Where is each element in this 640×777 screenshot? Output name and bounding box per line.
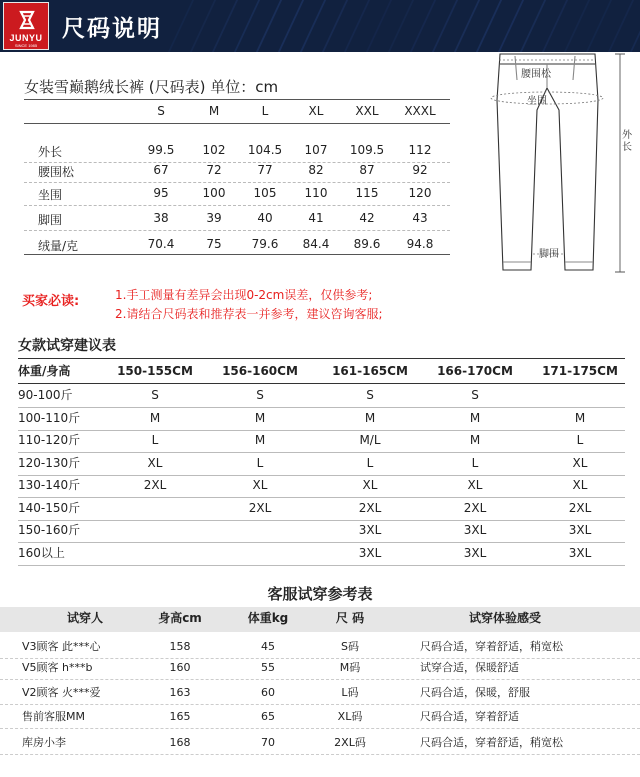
- service-weight: 65: [261, 710, 275, 723]
- size-cell: 70.4: [147, 237, 175, 251]
- size-cell: 94.8: [406, 237, 434, 251]
- size-chart-header-rule: [24, 123, 450, 124]
- header-stripe: [190, 0, 216, 52]
- size-cell: 100: [202, 186, 226, 200]
- rec-cell: M: [469, 433, 481, 447]
- service-title: 客服试穿参考表: [267, 585, 373, 603]
- service-person: 售前客服MM: [22, 710, 85, 723]
- rec-cell: 2XL: [248, 501, 272, 515]
- size-cell: 89.6: [353, 237, 381, 251]
- size-cell: 105: [253, 186, 277, 200]
- service-header-cell: 试穿人: [66, 611, 103, 625]
- header-stripe: [234, 0, 260, 52]
- service-height: 158: [169, 640, 191, 653]
- size-header: S: [157, 104, 165, 118]
- notice-label: 买家必读:: [22, 294, 80, 309]
- service-feel: 试穿合适，保暖舒适: [420, 661, 519, 674]
- rec-weight-label: 160以上: [18, 546, 65, 560]
- rec-weight-label: 130-140斤: [18, 478, 81, 492]
- rec-cell: 2XL: [358, 501, 382, 515]
- service-person: V5顾客 h***b: [22, 661, 93, 674]
- service-weight: 45: [261, 640, 275, 653]
- recommend-title: 女款试穿建议表: [18, 338, 116, 354]
- size-chart-top-rule: [24, 99, 450, 100]
- service-feel: 尺码合适，保暖，舒服: [420, 686, 530, 699]
- brand-name: JUNYU: [9, 33, 43, 43]
- rec-cell: L: [576, 433, 584, 447]
- size-cell: 115: [355, 186, 379, 200]
- rec-corner-label: 体重/身高: [18, 364, 71, 378]
- rec-cell: 3XL: [358, 523, 382, 537]
- length-measure-icon: [615, 54, 625, 272]
- rec-cell: M: [469, 411, 481, 425]
- notice-line-2: 2.请结合尺码表和推荐表一并参考，建议咨询客服;: [115, 307, 383, 321]
- rec-height-header: 161-165CM: [332, 364, 408, 378]
- diagram-hip-label: 坐围: [527, 96, 547, 107]
- size-cell: 77: [257, 163, 273, 177]
- service-row-divider: [0, 728, 640, 729]
- size-cell: 79.6: [251, 237, 279, 251]
- rec-weight-label: 120-130斤: [18, 456, 81, 470]
- rec-cell: M/L: [359, 433, 381, 447]
- size-header: XL: [308, 104, 324, 118]
- rec-height-header: 171-175CM: [542, 364, 618, 378]
- pants-diagram: [455, 40, 640, 290]
- rec-cell: M: [254, 411, 266, 425]
- size-cell: 107: [304, 143, 328, 157]
- rec-cell: L: [471, 456, 479, 470]
- size-cell: 120: [408, 186, 432, 200]
- service-size: L码: [341, 686, 359, 699]
- service-size: 2XL码: [334, 736, 366, 749]
- service-weight: 70: [261, 736, 275, 749]
- service-size: M码: [339, 661, 361, 674]
- service-weight: 60: [261, 686, 275, 699]
- rec-row-divider: [18, 430, 625, 431]
- rec-header-rule: [18, 383, 625, 384]
- rec-weight-label: 150-160斤: [18, 523, 81, 537]
- service-feel: 尺码合适，穿着舒适，稍宽松: [420, 736, 563, 749]
- rec-cell: XL: [362, 478, 378, 492]
- size-cell: 67: [153, 163, 169, 177]
- size-cell: 75: [206, 237, 222, 251]
- rec-cell: L: [256, 456, 264, 470]
- size-cell: 92: [412, 163, 428, 177]
- service-weight: 55: [261, 661, 275, 674]
- rec-cell: M: [254, 433, 266, 447]
- service-header-cell: 身高cm: [158, 611, 202, 625]
- size-row-label: 腰围松: [38, 165, 75, 179]
- header-stripe: [366, 0, 392, 52]
- header-stripe: [388, 0, 414, 52]
- service-feel: 尺码合适，穿着舒适: [420, 710, 519, 723]
- size-cell: 72: [206, 163, 222, 177]
- header-stripe: [410, 0, 436, 52]
- size-cell: 84.4: [302, 237, 330, 251]
- rec-cell: XL: [147, 456, 163, 470]
- rec-cell: 3XL: [463, 546, 487, 560]
- service-person: V3顾客 此***心: [22, 640, 101, 653]
- size-cell: 110: [304, 186, 328, 200]
- header-stripe: [278, 0, 304, 52]
- rec-cell: XL: [467, 478, 483, 492]
- service-header-cell: 尺 码: [335, 611, 365, 625]
- size-row-label: 坐围: [38, 188, 63, 202]
- rec-cell: M: [574, 411, 586, 425]
- size-header: L: [261, 104, 269, 118]
- size-cell: 43: [412, 211, 428, 225]
- service-person: V2顾客 火***爱: [22, 686, 101, 699]
- rec-cell: M: [149, 411, 161, 425]
- size-cell: 99.5: [147, 143, 175, 157]
- size-row-label: 脚围: [38, 213, 63, 227]
- size-chart-title: 女装雪巅鹅绒长裤 (尺码表) 单位：cm: [24, 78, 279, 96]
- rec-cell: S: [366, 388, 374, 402]
- rec-cell: L: [366, 456, 374, 470]
- size-row-divider: [24, 205, 450, 206]
- size-row-divider: [24, 230, 450, 231]
- size-cell: 87: [359, 163, 375, 177]
- size-header: M: [208, 104, 220, 118]
- diagram-hem-label: 脚围: [539, 249, 559, 260]
- rec-cell: L: [151, 433, 159, 447]
- header-stripe: [256, 0, 282, 52]
- rec-cell: 3XL: [358, 546, 382, 560]
- rec-cell: 3XL: [463, 523, 487, 537]
- rec-row-divider: [18, 497, 625, 498]
- rec-cell: M: [364, 411, 376, 425]
- service-height: 165: [169, 710, 191, 723]
- service-header-cell: 体重kg: [247, 611, 289, 625]
- size-cell: 38: [153, 211, 169, 225]
- hip-measure-icon: [491, 92, 603, 104]
- rec-height-header: 166-170CM: [437, 364, 513, 378]
- size-chart-bottom-rule: [24, 254, 450, 255]
- size-cell: 112: [408, 143, 432, 157]
- size-header: XXXL: [404, 104, 436, 118]
- size-cell: 95: [153, 186, 169, 200]
- rec-row-divider: [18, 565, 625, 566]
- notice-line-1: 1.手工测量有差异会出现0-2cm误差，仅供参考;: [115, 288, 373, 302]
- service-row-divider: [0, 679, 640, 680]
- size-cell: 42: [359, 211, 375, 225]
- rec-cell: 3XL: [568, 546, 592, 560]
- header-stripe: [300, 0, 326, 52]
- brand-emblem-icon: [15, 8, 39, 32]
- rec-row-divider: [18, 407, 625, 408]
- rec-weight-label: 140-150斤: [18, 501, 81, 515]
- rec-height-header: 150-155CM: [117, 364, 193, 378]
- rec-weight-label: 100-110斤: [18, 411, 81, 425]
- header-stripe: [212, 0, 238, 52]
- size-cell: 102: [202, 143, 226, 157]
- rec-cell: S: [471, 388, 479, 402]
- service-height: 160: [169, 661, 191, 674]
- size-cell: 39: [206, 211, 222, 225]
- rec-cell: 2XL: [568, 501, 592, 515]
- service-feel: 尺码合适，穿着舒适，稍宽松: [420, 640, 563, 653]
- rec-cell: 2XL: [143, 478, 167, 492]
- rec-cell: S: [256, 388, 264, 402]
- rec-weight-label: 110-120斤: [18, 433, 81, 447]
- size-cell: 40: [257, 211, 273, 225]
- size-row-label: 外长: [38, 145, 63, 159]
- service-header-cell: 试穿体验感受: [468, 611, 541, 625]
- rec-cell: XL: [252, 478, 268, 492]
- diagram-length-label: 外长: [622, 130, 632, 153]
- brand-since: SINCE 1985: [14, 43, 38, 48]
- size-row-label: 绒量/克: [38, 239, 79, 253]
- rec-cell: XL: [572, 478, 588, 492]
- service-height: 163: [169, 686, 191, 699]
- size-cell: 82: [308, 163, 324, 177]
- header-stripe: [344, 0, 370, 52]
- rec-row-divider: [18, 542, 625, 543]
- header-stripe: [322, 0, 348, 52]
- rec-cell: 3XL: [568, 523, 592, 537]
- service-size: S码: [341, 640, 359, 653]
- brand-logo: [3, 2, 49, 50]
- service-row-divider: [0, 658, 640, 659]
- rec-height-header: 156-160CM: [222, 364, 298, 378]
- service-size: XL码: [337, 710, 363, 723]
- rec-cell: 2XL: [463, 501, 487, 515]
- size-header: XXL: [355, 104, 379, 118]
- page-title: 尺码说明: [62, 16, 162, 42]
- rec-row-divider: [18, 452, 625, 453]
- size-cell: 41: [308, 211, 324, 225]
- size-row-divider: [24, 182, 450, 183]
- rec-row-divider: [18, 475, 625, 476]
- pants-outline-icon: [497, 54, 598, 270]
- header-stripe: [168, 0, 194, 52]
- size-cell: 109.5: [349, 143, 385, 157]
- rec-weight-label: 90-100斤: [18, 388, 73, 402]
- rec-cell: XL: [572, 456, 588, 470]
- service-person: 库房小李: [22, 736, 66, 749]
- service-height: 168: [169, 736, 191, 749]
- service-row-divider: [0, 704, 640, 705]
- service-row-divider: [0, 754, 640, 755]
- rec-row-divider: [18, 520, 625, 521]
- size-cell: 104.5: [247, 143, 283, 157]
- rec-cell: S: [151, 388, 159, 402]
- diagram-waist-label: 腰围松: [521, 69, 551, 80]
- rec-top-rule: [18, 358, 625, 359]
